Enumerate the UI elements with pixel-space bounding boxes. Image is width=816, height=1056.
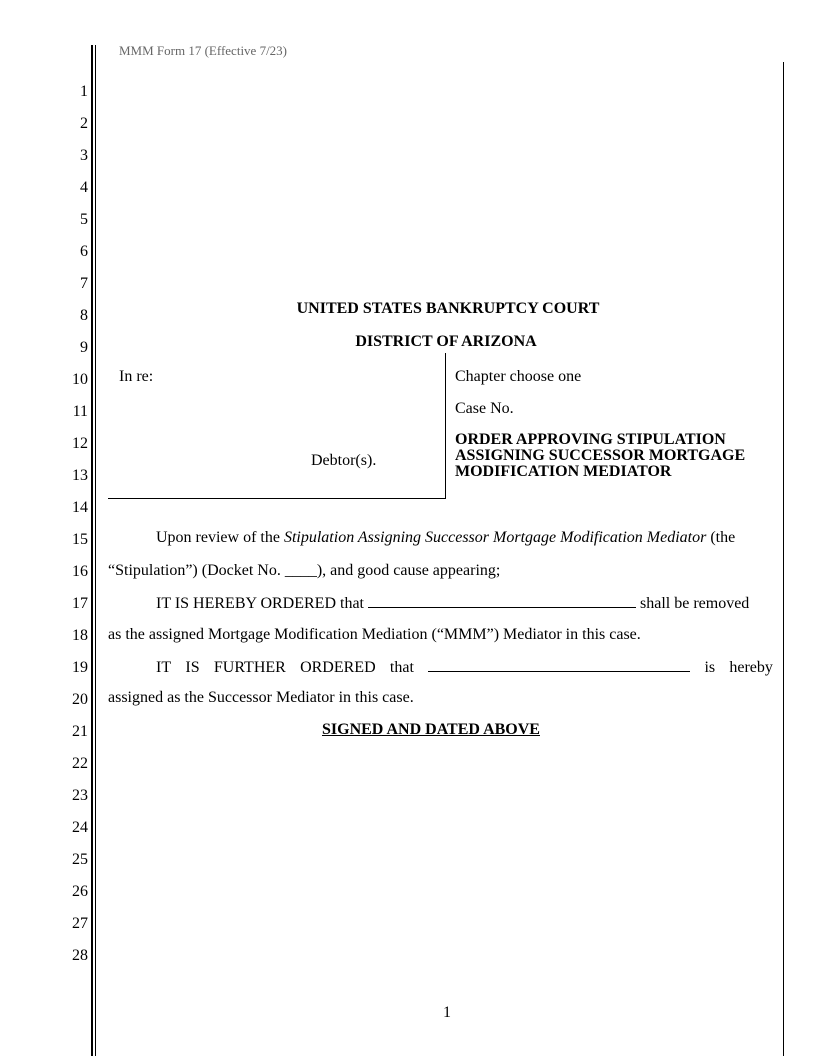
paragraph-1-start: Upon review of the bbox=[156, 529, 284, 546]
line-number: 19 bbox=[72, 659, 88, 676]
word: that bbox=[389, 659, 414, 676]
paragraph-1-end: (the bbox=[706, 529, 736, 546]
in-re-label: In re: bbox=[119, 368, 154, 385]
caption-bottom-rule bbox=[108, 498, 446, 499]
line-number: 16 bbox=[72, 563, 88, 580]
paragraph-2-line-2: as the assigned Mortgage Modification Mediation (“MMM”) Mediator in this case. bbox=[108, 626, 641, 643]
order-title bbox=[455, 432, 745, 480]
line-number: 13 bbox=[72, 467, 88, 484]
caption-vertical-rule bbox=[445, 353, 446, 499]
line-number: 24 bbox=[72, 819, 88, 836]
order-title-line: MODIFICATION MEDIATOR bbox=[455, 463, 672, 480]
line-number: 28 bbox=[72, 947, 88, 964]
line-number: 12 bbox=[72, 435, 88, 452]
removed-mediator-blank[interactable] bbox=[368, 593, 636, 608]
hereby-ordered: IT IS HEREBY ORDERED that bbox=[156, 595, 364, 612]
line-number: 20 bbox=[72, 691, 88, 708]
page-number: 1 bbox=[443, 1004, 451, 1021]
paragraph-1-line-1 bbox=[156, 529, 735, 547]
line-number: 4 bbox=[80, 179, 88, 196]
shall-be-removed: shall be removed bbox=[640, 595, 750, 612]
successor-mediator-blank[interactable] bbox=[428, 657, 690, 672]
line-number: 21 bbox=[72, 723, 88, 740]
order-title-line: ASSIGNING SUCCESSOR MORTGAGE bbox=[455, 447, 746, 464]
line-number: 2 bbox=[80, 115, 88, 132]
line-number: 1 bbox=[80, 83, 88, 100]
line-number: 11 bbox=[72, 403, 88, 420]
form-label: MMM Form 17 (Effective 7/23) bbox=[119, 43, 288, 58]
line-number: 25 bbox=[72, 851, 88, 868]
paragraph-2-line-1 bbox=[156, 593, 749, 613]
paragraph-3-line-2: assigned as the Successor Mediator in this case. bbox=[108, 689, 414, 706]
left-margin-rule-inner bbox=[95, 45, 96, 1056]
line-number: 10 bbox=[72, 371, 88, 388]
line-number: 22 bbox=[72, 755, 88, 772]
line-number: 7 bbox=[80, 275, 88, 292]
line-number: 15 bbox=[72, 531, 88, 548]
word: hereby bbox=[729, 659, 773, 676]
chapter-field: Chapter choose one bbox=[455, 368, 582, 385]
line-number: 26 bbox=[72, 883, 88, 900]
word: IS bbox=[185, 659, 200, 676]
line-number: 23 bbox=[72, 787, 88, 804]
paragraph-1-line-2: “Stipulation”) (Docket No. ____), and good cause appearing; bbox=[108, 562, 501, 579]
right-margin-rule bbox=[783, 62, 784, 1056]
word: ORDERED bbox=[300, 659, 376, 676]
word: IT bbox=[156, 659, 172, 676]
line-number: 6 bbox=[80, 243, 88, 260]
case-number-field: Case No. bbox=[455, 400, 514, 417]
debtor-label: Debtor(s). bbox=[311, 452, 377, 469]
paragraph-3-line-1 bbox=[156, 657, 773, 677]
line-number: 27 bbox=[72, 915, 88, 932]
stipulation-title: Stipulation Assigning Successor Mortgage Modification Mediator bbox=[283, 529, 707, 546]
court-district: DISTRICT OF ARIZONA bbox=[355, 333, 537, 350]
word: is bbox=[704, 659, 716, 676]
line-number: 3 bbox=[80, 147, 88, 164]
court-name: UNITED STATES BANKRUPTCY COURT bbox=[296, 300, 600, 317]
word: FURTHER bbox=[213, 659, 286, 676]
line-number: 5 bbox=[80, 211, 88, 228]
left-margin-rule-outer bbox=[91, 45, 93, 1056]
line-number: 14 bbox=[72, 499, 88, 516]
order-title-line: ORDER APPROVING STIPULATION bbox=[455, 431, 726, 448]
line-number: 18 bbox=[72, 627, 88, 644]
line-number: 9 bbox=[80, 339, 88, 356]
signed-and-dated: SIGNED AND DATED ABOVE bbox=[322, 721, 540, 738]
line-number: 17 bbox=[72, 595, 88, 612]
line-number: 8 bbox=[80, 307, 88, 324]
